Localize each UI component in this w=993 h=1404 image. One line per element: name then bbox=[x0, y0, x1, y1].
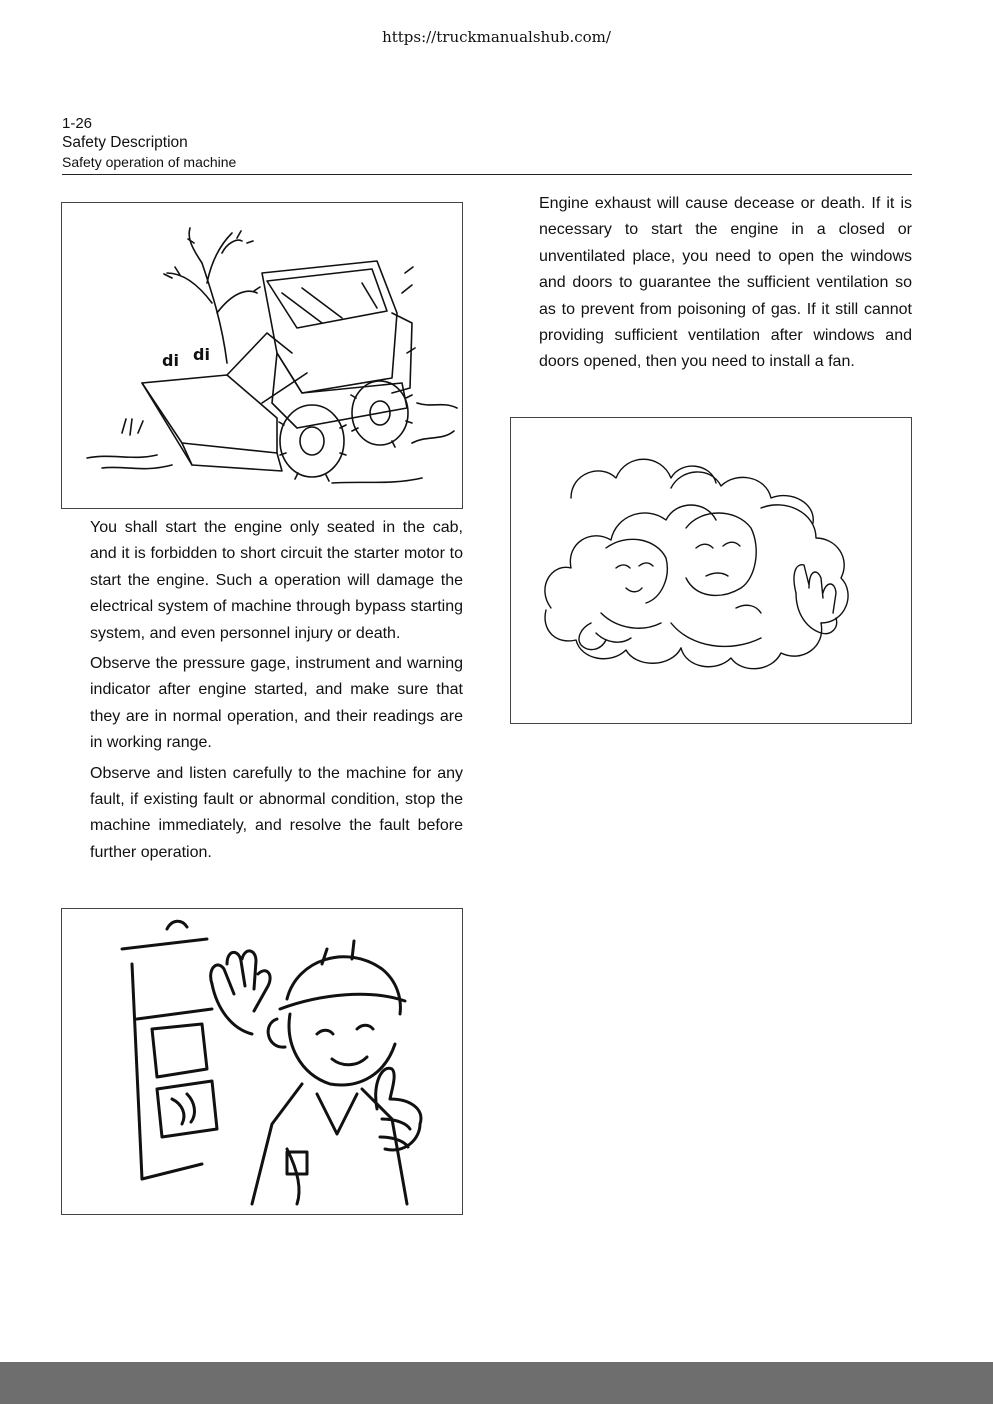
figure-skid-steer-loader bbox=[61, 202, 463, 509]
skid-steer-loader-illustration bbox=[62, 203, 462, 508]
page-header bbox=[62, 114, 236, 171]
footer-bar bbox=[0, 1362, 993, 1404]
subsection-title: Safety operation of machine bbox=[62, 154, 237, 170]
right-text-block bbox=[539, 191, 912, 380]
figure-worker-thumbs-up bbox=[61, 908, 463, 1215]
sound-effect-text: di bbox=[162, 351, 179, 370]
paragraph-engine-exhaust: Engine exhaust will cause decease or death. If it is necessary to start the engine in a closed or unventilated place, you need to open the windows and doors to guarantee the sufficient ventilation so as to prevent from poisoning of gas. If it still cannot providing sufficient ventilation after windows and doors opened, then you need to install a fan. bbox=[539, 195, 912, 371]
header-divider bbox=[62, 174, 912, 175]
paragraph-listen-fault: Observe and listen carefully to the machine for any fault, if existing fault or abnormal condition, stop the machine immediately, and resolve the fault before further operation. bbox=[90, 764, 463, 861]
exhaust-fumes-illustration bbox=[511, 418, 911, 723]
source-url[interactable]: https://truckmanualshub.com/ bbox=[382, 28, 611, 46]
section-title: Safety Description bbox=[62, 134, 188, 151]
paragraph-observe-gauges: Observe the pressure gage, instrument and warning indicator after engine started, and make sure that they are in normal operation, and their readings are in working range. bbox=[90, 655, 463, 752]
page-number: 1-26 bbox=[62, 115, 93, 132]
worker-illustration bbox=[62, 909, 462, 1214]
paragraph-start-engine: You shall start the engine only seated in the cab, and it is forbidden to short circuit the starter motor to start the engine. Such a operation will damage the electrical system of machine through bypass starting system, and even personnel injury or death. bbox=[90, 519, 463, 642]
sound-effect-text: di bbox=[193, 345, 210, 364]
figure-exhaust-fumes bbox=[510, 417, 912, 724]
left-text-block bbox=[90, 515, 463, 870]
